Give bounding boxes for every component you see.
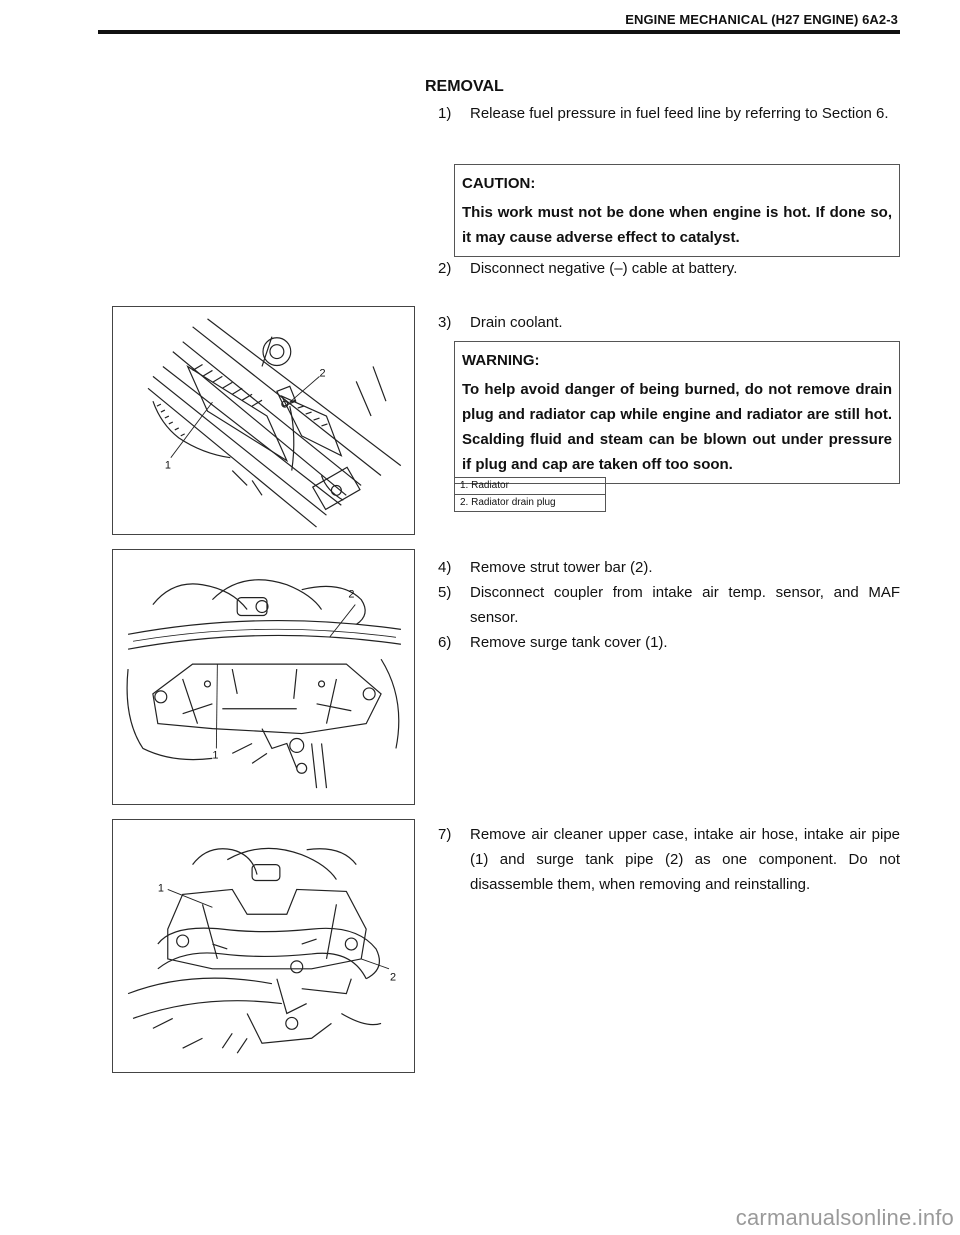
caution-text: This work must not be done when engine is hot. If done so, it may cause adverse effect to catalyst.: [462, 204, 892, 246]
step-number: 3): [438, 314, 452, 331]
figure-intake-pipe: [112, 819, 415, 1073]
legend-row: [455, 495, 606, 512]
step-text: Remove surge tank cover (1).: [470, 634, 668, 651]
step-number: 2): [438, 260, 452, 277]
step-text: Release fuel pressure in fuel feed line by referring to Section 6.: [470, 105, 889, 122]
step-number: 1): [438, 105, 452, 122]
warning-box: [454, 341, 900, 484]
legend-item: 2. Radiator drain plug: [455, 495, 606, 512]
strut-bar-illustration: [113, 550, 414, 804]
callout-1: 1: [164, 459, 171, 472]
caution-heading: CAUTION:: [462, 175, 536, 192]
step-text: Remove air cleaner upper case, intake air hose, intake air pipe (1) and surge tank pipe (2) as one component. Do not disassemble them, when removing and reinstalling.: [470, 826, 900, 893]
callout-1: 1: [212, 749, 219, 762]
step-number: 6): [438, 634, 452, 651]
watermark: carmanualsonline.info: [735, 1205, 954, 1230]
figure-legend: [454, 477, 606, 512]
figure-radiator-drain: [112, 306, 415, 535]
step-text: Disconnect coupler from intake air temp. sensor, and MAF sensor.: [470, 584, 900, 626]
step-2: [438, 256, 900, 281]
callout-2: 2: [348, 588, 355, 601]
step-number: 5): [438, 584, 452, 601]
warning-text: To help avoid danger of being burned, do not remove drain plug and radiator cap while engine and radiator are still hot. Scalding fluid and steam can be blown out under pressure if plug and cap are taken off too soon.: [462, 381, 892, 473]
section-title: REMOVAL: [425, 78, 504, 95]
step-4: [438, 555, 900, 580]
figure-strut-tower-bar: [112, 549, 415, 805]
callout-2: 2: [389, 971, 397, 984]
step-6: [438, 630, 900, 655]
step-7: [438, 822, 900, 897]
header-rule: [98, 30, 900, 34]
step-text: Disconnect negative (–) cable at battery.: [470, 260, 738, 277]
callout-1: 1: [157, 882, 164, 895]
page-header-title: ENGINE MECHANICAL (H27 ENGINE) 6A2-3: [625, 12, 898, 27]
step-number: 7): [438, 826, 452, 843]
step-text: Drain coolant.: [470, 314, 563, 331]
legend-item: 1. Radiator: [455, 478, 606, 495]
radiator-illustration: [113, 307, 414, 534]
step-1: [438, 101, 900, 126]
legend-row: [455, 478, 606, 495]
caution-box: [454, 164, 900, 257]
step-5: [438, 580, 900, 630]
callout-2: 2: [319, 367, 326, 380]
step-number: 4): [438, 559, 452, 576]
step-3: [438, 310, 900, 335]
step-text: Remove strut tower bar (2).: [470, 559, 653, 576]
intake-pipe-illustration: [113, 820, 414, 1072]
warning-heading: WARNING:: [462, 352, 540, 369]
